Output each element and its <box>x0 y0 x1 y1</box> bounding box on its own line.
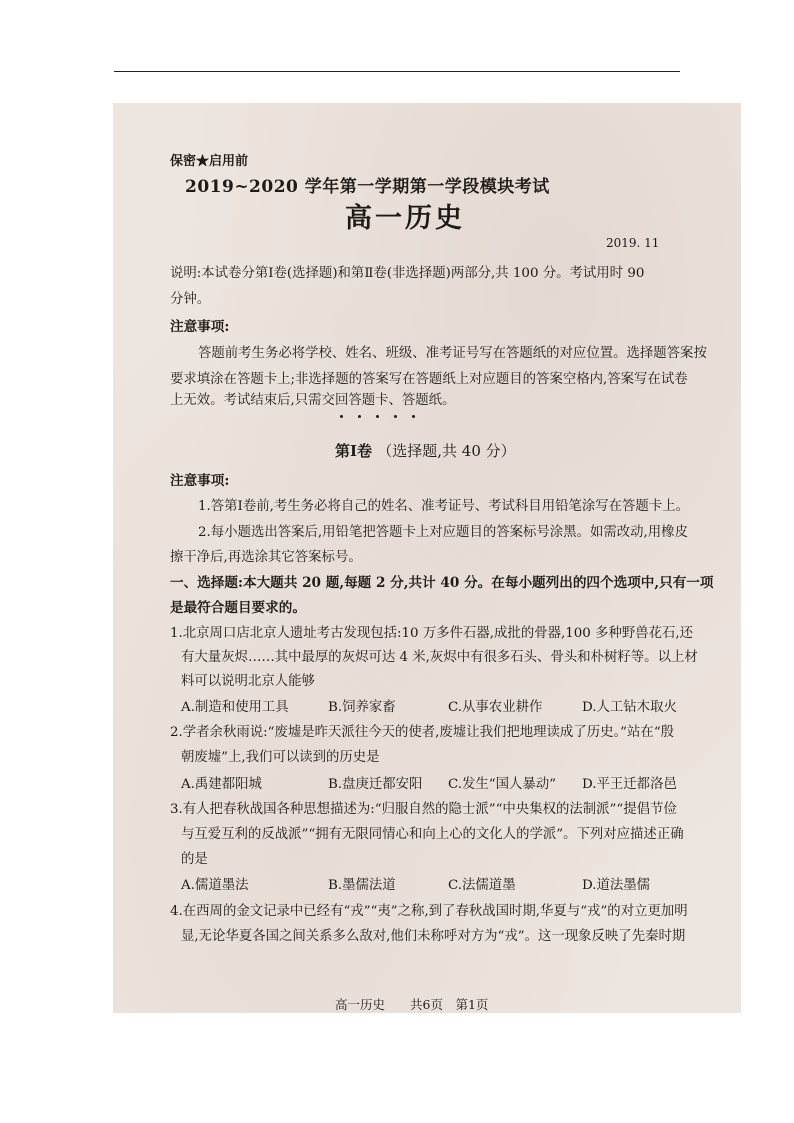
section-title-sub: （选择题,共 40 分） <box>377 442 516 460</box>
question-1-text: 料可以说明北京人能够 <box>181 674 315 689</box>
emphasis-dots <box>340 403 430 407</box>
intro-line: 分钟。 <box>170 292 211 307</box>
page-footer: 高一历史 共6页 第1页 <box>335 997 489 1012</box>
section-note: 1.答第Ⅰ卷前,考生务必将自己的姓名、准考证号、考试科目用铅笔涂写在答题卡上。 <box>198 499 689 514</box>
question-1-option-a: A.制造和使用工具 <box>181 700 289 715</box>
section-title <box>335 440 516 461</box>
question-2-option-c: C.发生“国人暴动” <box>448 777 557 792</box>
question-3-text: 与互爱互利的反战派”“拥有无限同情心和向上心的文化人的学派”。下列对应描述正确 <box>181 827 684 842</box>
exam-title: 2019~2020 学年第一学期第一学段模块考试 <box>185 177 550 197</box>
section-title-main: 第Ⅰ卷 <box>335 442 373 460</box>
question-4-text: 4.在西周的金文记录中已经有“戎”“夷”之称,到了春秋战国时期,华夏与“戎”的对立更加明 <box>170 904 688 919</box>
question-2-option-b: B.盘庚迁都安阳 <box>328 777 423 792</box>
confidential-label: 保密★启用前 <box>170 154 249 169</box>
note-line: 上无效。考试结束后,只需交回答题卡、答题纸。 <box>170 393 456 408</box>
question-1-text: 有大量灰烬……其中最厚的灰烬可达 4 米,灰烬中有很多石头、骨头和朴树籽等。以上材 <box>181 650 698 665</box>
exam-date: 2019. 11 <box>606 236 660 250</box>
part-instruction: 是最符合题目要求的。 <box>170 600 306 616</box>
question-2-text: 2.学者余秋雨说:“废墟是昨天派往今天的使者,废墟让我们把地理读成了历史。”站在“殷 <box>170 725 675 740</box>
question-1-option-c: C.从事农业耕作 <box>448 700 543 715</box>
question-3-option-b: B.墨儒法道 <box>328 878 396 893</box>
question-2-option-a: A.禹建都阳城 <box>181 777 262 792</box>
question-1-option-d: D.人工钻木取火 <box>582 700 677 715</box>
question-1-option-b: B.饲养家畜 <box>328 700 396 715</box>
question-3-option-a: A.儒道墨法 <box>181 878 249 893</box>
question-3-text: 3.有人把春秋战国各种思想描述为:“归服自然的隐士派”“中央集权的法制派”“提倡节俭 <box>170 802 677 817</box>
question-4-text: 显,无论华夏各国之间关系多么敌对,他们未称呼对方为“戎”。这一现象反映了先秦时期 <box>181 929 686 944</box>
question-2-option-d: D.平王迁都洛邑 <box>582 777 677 792</box>
subject-title: 高一历史 <box>345 203 465 234</box>
section-note: 擦干净后,再选涂其它答案标号。 <box>170 550 362 565</box>
question-1-text: 1.北京周口店北京人遗址考古发现包括:10 万多件石器,成批的骨器,100 多种野兽花石,还 <box>170 626 694 641</box>
section-notes-heading: 注意事项: <box>170 473 230 489</box>
notes-heading: 注意事项: <box>170 319 230 335</box>
question-3-option-d: D.道法墨儒 <box>582 878 651 893</box>
section-note: 2.每小题选出答案后,用铅笔把答题卡上对应题目的答案标号涂黑。如需改动,用橡皮 <box>198 525 688 540</box>
intro-line: 说明:本试卷分第Ⅰ卷(选择题)和第Ⅱ卷(非选择题)两部分,共 100 分。考试用时 90 <box>170 266 645 281</box>
question-3-text: 的是 <box>181 852 208 867</box>
top-rule <box>114 71 680 72</box>
part-instruction: 一、选择题:本大题共 20 题,每题 2 分,共计 40 分。在每小题列出的四个选项中,只有一项 <box>170 575 714 591</box>
note-line: 要求填涂在答题卡上;非选择题的答案写在答题纸上对应题目的答案空格内,答案写在试卷 <box>170 372 688 387</box>
question-2-text: 朝废墟”上,我们可以读到的历史是 <box>181 750 380 765</box>
question-3-option-c: C.法儒道墨 <box>448 878 516 893</box>
note-line: 答题前考生务必将学校、姓名、班级、准考证号写在答题纸的对应位置。选择题答案按 <box>198 346 707 361</box>
